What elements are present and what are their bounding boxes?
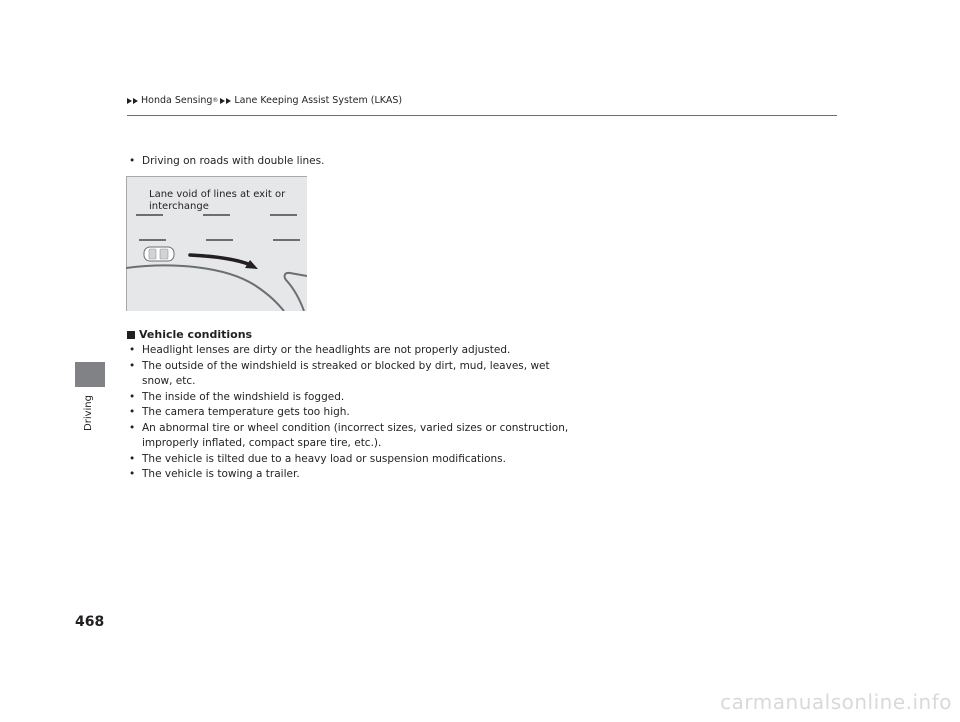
bullet-icon: • bbox=[129, 155, 136, 167]
bullet-icon: • bbox=[129, 344, 136, 356]
list-item-continuation: improperly inflated, compact spare tire, etc.). bbox=[142, 437, 382, 449]
bullet-icon: • bbox=[129, 453, 136, 465]
breadcrumb-arrow-icon bbox=[127, 98, 132, 104]
breadcrumb-arrow-icon bbox=[133, 98, 138, 104]
registered-mark: ® bbox=[212, 97, 219, 104]
bullet-icon: • bbox=[129, 468, 136, 480]
list-item: Headlight lenses are dirty or the headlights are not properly adjusted. bbox=[142, 344, 511, 356]
breadcrumb-item-lkas: Lane Keeping Assist System (LKAS) bbox=[234, 95, 403, 106]
list-item: The camera temperature gets too high. bbox=[142, 406, 350, 418]
bullet-icon: • bbox=[129, 391, 136, 403]
section-heading-text: Vehicle conditions bbox=[139, 328, 253, 341]
bullet-icon: • bbox=[129, 422, 136, 434]
bullet-icon: • bbox=[129, 360, 136, 372]
car-icon bbox=[144, 247, 174, 261]
figure-callout: Lane void of lines at exit or interchange bbox=[149, 189, 286, 212]
list-item: The vehicle is towing a trailer. bbox=[142, 468, 300, 480]
breadcrumb-arrow-icon bbox=[220, 98, 225, 104]
list-item: The inside of the windshield is fogged. bbox=[142, 391, 345, 403]
breadcrumb-item-honda-sensing: Honda Sensing bbox=[141, 95, 213, 106]
header-rule bbox=[127, 115, 837, 116]
list-item: The vehicle is tilted due to a heavy load or suspension modifications. bbox=[142, 453, 506, 465]
side-tab-label: Driving bbox=[83, 395, 94, 431]
bullet-icon: • bbox=[129, 406, 136, 418]
breadcrumb-arrow-icon bbox=[226, 98, 231, 104]
list-item: The outside of the windshield is streaked or blocked by dirt, mud, leaves, wet bbox=[142, 360, 550, 372]
section-heading bbox=[127, 328, 252, 341]
list-item: An abnormal tire or wheel condition (incorrect sizes, varied sizes or construction, bbox=[142, 422, 569, 434]
page-number: 468 bbox=[75, 614, 105, 630]
section-square-icon bbox=[127, 331, 135, 339]
breadcrumb bbox=[127, 95, 402, 106]
watermark: carmanualsonline.info bbox=[720, 690, 952, 714]
intro-bullet-text: Driving on roads with double lines. bbox=[142, 155, 325, 167]
list-item-continuation: snow, etc. bbox=[142, 375, 196, 387]
side-tab bbox=[75, 362, 105, 387]
